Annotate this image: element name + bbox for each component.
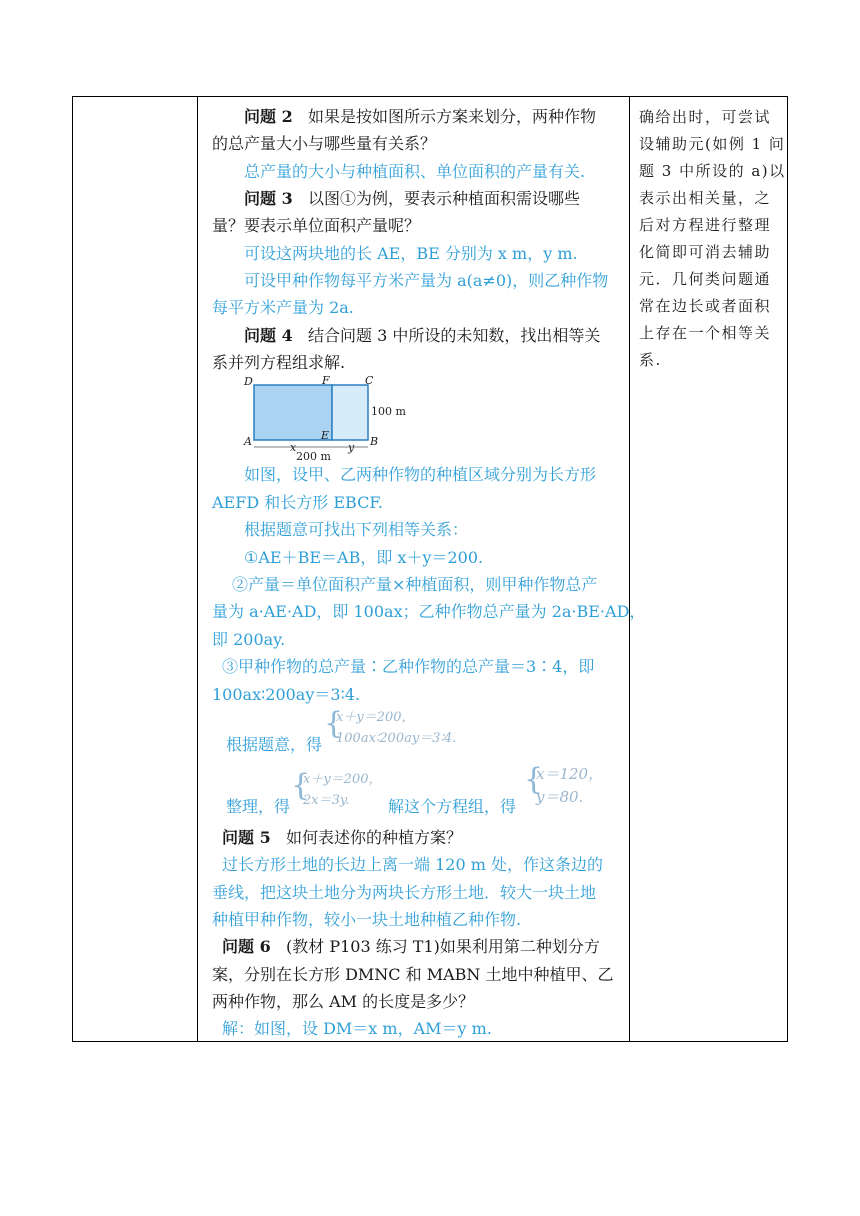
analysis-line2: AEFD 和长方形 EBCF. <box>212 493 384 512</box>
label-x: x <box>290 441 297 454</box>
q3-answer2a: 可设甲种作物每平方米产量为 a(a≠0)，则乙种作物 <box>244 271 609 290</box>
note-line10: 系. <box>639 351 662 369</box>
equation-1: x＋y＝200， <box>336 710 415 725</box>
q5-answer2: 垂线，把这块土地分为两块长方形土地．较大一块土地 <box>212 883 597 902</box>
q5-line1: 问题 5 如何表述你的种植方案？ <box>222 828 462 847</box>
analysis-line3: 根据题意可找出下列相等关系： <box>244 520 469 539</box>
relation-3b: 100ax∶200ay＝3∶4. <box>212 685 360 704</box>
note-line5: 后对方程进行整理 <box>639 216 772 234</box>
q4-line1: 问题 4 结合问题 3 中所设的未知数，找出相等关 <box>244 326 601 345</box>
q3-line2: 量？要表示单位面积产量呢？ <box>212 216 421 235</box>
brace-icon: { <box>291 768 311 803</box>
label-f: F <box>322 374 330 387</box>
solution-y: y＝80. <box>536 788 584 806</box>
q3-answer2b: 每平方米产量为 2a. <box>212 298 354 317</box>
column-divider-left <box>197 97 198 1041</box>
relation-2c: 即 200ay. <box>212 630 286 649</box>
q2-line2: 的总产量大小与哪些量有关系？ <box>212 134 437 153</box>
region-ebcf <box>332 385 368 440</box>
q6-solution: 解：如图，设 DM＝x m，AM＝y m. <box>222 1019 492 1038</box>
solve-intro: 解这个方程组，得 <box>388 797 517 816</box>
analysis-line1: 如图，设甲、乙两种作物的种植区域分别为长方形 <box>244 465 597 484</box>
q2-line1: 问题 2 如果是按如图所示方案来划分，两种作物 <box>244 107 596 126</box>
solution-x: x＝120， <box>536 765 604 783</box>
note-line4: 表示出相关量，之 <box>639 189 772 207</box>
label-d: D <box>244 375 253 388</box>
equation-intro: 根据题意，得 <box>226 735 323 754</box>
relation-3a: ③甲种作物的总产量∶乙种作物的总产量＝3∶4，即 <box>222 657 595 676</box>
q5-answer1: 过长方形土地的长边上离一端 120 m 处，作这条边的 <box>222 855 603 874</box>
field-diagram <box>240 373 408 461</box>
note-line8: 常在边长或者面积 <box>639 297 772 315</box>
relation-1: ①AE＋BE＝AB，即 x＋y＝200. <box>244 548 484 567</box>
q6-line3: 两种作物，那么 AM 的长度是多少？ <box>212 992 475 1011</box>
note-line6: 化简即可消去辅助 <box>639 243 772 261</box>
q6-line1: 问题 6 (教材 P103 练习 T1)如果利用第二种划分方 <box>222 937 600 956</box>
simplified-eq-1: x＋y＝200， <box>303 772 382 787</box>
relation-2b: 量为 a·AE·AD，即 100ax；乙种作物总产量为 2a·BE·AD， <box>212 602 646 621</box>
content-table <box>72 96 788 1042</box>
label-b: B <box>370 435 379 448</box>
note-line3: 题 3 中所设的 a)以 <box>639 162 786 180</box>
note-line7: 元．几何类问题通 <box>639 270 772 288</box>
label-a: A <box>244 435 252 448</box>
brace-icon: { <box>524 762 544 797</box>
q3-line1: 问题 3 以图①为例，要表示种植面积需设哪些 <box>244 189 580 208</box>
q3-answer1: 可设这两块地的长 AE，BE 分别为 x m，y m. <box>244 244 578 263</box>
q6-line2: 案，分别在长方形 DMNC 和 MABN 土地中种植甲、乙 <box>212 965 614 984</box>
label-e: E <box>321 429 330 442</box>
label-y: y <box>348 441 355 454</box>
column-divider-right <box>629 97 630 1041</box>
note-line9: 上存在一个相等关 <box>639 324 772 342</box>
simplify-intro: 整理，得 <box>226 797 291 816</box>
note-line1: 确给出时，可尝试 <box>639 108 772 126</box>
q2-answer: 总产量的大小与种植面积、单位面积的产量有关. <box>244 162 586 181</box>
q4-line2: 系并列方程组求解. <box>212 353 346 372</box>
relation-2a: ②产量＝单位面积产量×种植面积，则甲种作物总产 <box>232 575 598 594</box>
brace-icon: { <box>324 706 344 741</box>
label-bottom-length: 200 m <box>296 450 331 461</box>
label-c: C <box>365 374 374 387</box>
simplified-eq-2: 2x＝3y. <box>303 793 350 808</box>
q5-answer3: 种植甲种作物，较小一块土地种植乙种作物. <box>212 910 522 929</box>
note-line2: 设辅助元(如例 1 问 <box>639 135 786 153</box>
equation-2: 100ax∶200ay＝3∶4. <box>336 731 457 746</box>
label-side-length: 100 m <box>371 405 406 418</box>
